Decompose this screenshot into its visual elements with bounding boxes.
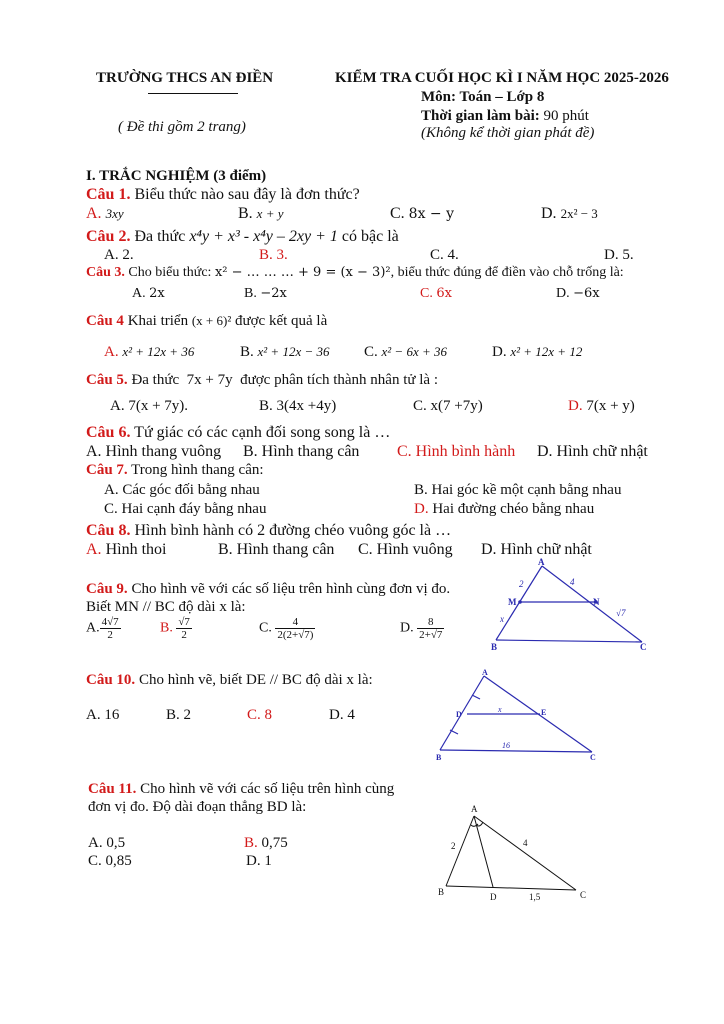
q10-label-a: A — [482, 668, 488, 677]
q10-label-b: B — [436, 753, 442, 762]
q7-option-c: C. Hai cạnh đáy bằng nhau — [104, 501, 267, 517]
q11-bisector-ad — [474, 816, 493, 887]
q9-len-nc: √7 — [616, 608, 626, 618]
q10-label-d: D — [456, 710, 462, 719]
q7-option-b: B. Hai góc kề một cạnh bằng nhau — [414, 482, 622, 498]
q5-stem: Câu 5. Đa thức 7x + 7y được phân tích thành nhân tử là : — [86, 372, 439, 388]
q11-stem: Câu 11. Cho hình vẽ với các số liệu trên hình cùng — [88, 781, 395, 797]
q6-stem: Câu 6. Tứ giác có các cạnh đối song song là … — [86, 424, 391, 441]
q7-option-d: D. Hai đường chéo bằng nhau — [414, 501, 595, 517]
q1-option-c: C. 8x − y — [390, 205, 455, 222]
q4-option-b: B. x² + 12x − 36 — [240, 344, 330, 360]
q9-side-ac — [542, 566, 642, 642]
q9-label-c: C — [640, 642, 647, 652]
q11-option-b: B. 0,75 — [244, 835, 288, 851]
q10-side-ab — [440, 676, 484, 750]
q6-option-c: C. Hình bình hành — [397, 443, 516, 460]
q2-option-d: D. 5. — [604, 247, 634, 263]
q4-option-c: C. x² − 6x + 36 — [364, 344, 447, 360]
q11-label-d: D — [490, 892, 497, 902]
q3-option-b: B. −2x — [244, 286, 287, 301]
q10-figure — [432, 666, 602, 764]
q8-option-d: D. Hình chữ nhật — [481, 541, 592, 558]
q9-len-mb: x — [500, 614, 504, 624]
q3-option-d: D. −6x — [556, 286, 600, 301]
q9-option-d: D. $\frac{8}{2+√7}$ — [400, 616, 443, 641]
q7-option-a: A. Các góc đối bằng nhau — [104, 482, 260, 498]
q5-option-a: A. 7(x + 7y). — [110, 398, 189, 414]
q10-stem: Câu 10. Cho hình vẽ, biết DE // BC độ dài x là: — [86, 672, 373, 688]
q10-label-c: C — [590, 753, 596, 762]
q8-option-a: A. Hình thoi — [86, 541, 167, 558]
q10-option-b: B. 2 — [166, 707, 192, 723]
q9-len-an: 4 — [570, 577, 575, 587]
q11-label-c: C — [580, 890, 587, 900]
school-name: TRƯỜNG THCS AN ĐIỀN — [96, 70, 274, 86]
q5-option-b: B. 3(4x +4y) — [259, 398, 337, 414]
q11-option-a: A. 0,5 — [88, 835, 126, 851]
q8-option-c: C. Hình vuông — [358, 541, 453, 558]
q2-option-c: C. 4. — [430, 247, 459, 263]
q9-len-am: 2 — [519, 579, 524, 589]
q10-len-de: x — [498, 705, 502, 714]
q4-option-a: A. x² + 12x + 36 — [104, 344, 195, 360]
q9-option-c: C. $\frac{4}{2(2+√7)}$ — [259, 616, 314, 641]
q11-len-ac: 4 — [523, 838, 528, 848]
exam-time: Thời gian làm bài: 90 phút — [421, 108, 589, 124]
q10-label-e: E — [541, 708, 547, 717]
q11-option-d: D. 1 — [246, 853, 272, 869]
q5-option-c: C. x(7 +7y) — [413, 398, 483, 414]
q9-label-n: N — [593, 597, 600, 607]
q2-stem: Câu 2. Đa thức x⁴y + x³ - x⁴y – 2xy + 1 có bậc là — [86, 228, 399, 245]
q6-option-b: B. Hình thang cân — [243, 443, 360, 460]
q3-option-a: A. 2x — [132, 286, 165, 301]
q6-option-a: A. Hình thang vuông — [86, 443, 222, 460]
section-title: I. TRẮC NGHIỆM (3 điểm) — [86, 168, 267, 184]
q1-stem: Câu 1. Biểu thức nào sau đây là đơn thức? — [86, 186, 360, 203]
q10-option-d: D. 4 — [329, 707, 355, 723]
q11-len-dc: 1,5 — [529, 892, 541, 902]
q9-label-b: B — [491, 642, 498, 652]
q9-stem-2: Biết MN // BC độ dài x là: — [86, 599, 246, 615]
q4-stem: Câu 4 Khai triển (x + 6)² được kết quả là — [86, 313, 328, 329]
time-note: (Không kể thời gian phát đề) — [421, 125, 595, 141]
q11-side-ab — [446, 816, 474, 886]
q8-stem: Câu 8. Hình bình hành có 2 đường chéo vuông góc là … — [86, 522, 452, 539]
q1-option-a: A. 3xy — [86, 205, 124, 222]
q3-option-c: C. 6x — [420, 286, 452, 301]
q1-option-b: B. x + y — [238, 205, 284, 222]
q4-option-d: D. x² + 12x + 12 — [492, 344, 583, 360]
q11-figure — [430, 800, 595, 908]
q11-label-a: A — [471, 804, 478, 814]
q3-stem: Câu 3. Cho biểu thức: x² − … … … + 9 = (x − 3)², biểu thức đúng để điền vào chỗ trống là: — [86, 265, 624, 280]
school-underline — [148, 93, 238, 94]
q9-stem: Câu 9. Cho hình vẽ với các số liệu trên hình cùng đơn vị đo. — [86, 581, 451, 597]
q1-option-d: D. 2x² − 3 — [541, 205, 598, 222]
subject: Môn: Toán – Lớp 8 — [421, 89, 545, 105]
q7-stem: Câu 7. Trong hình thang cân: — [86, 462, 264, 478]
q11-side-ac — [474, 816, 576, 890]
q10-len-bc: 16 — [502, 741, 510, 750]
q10-option-c: C. 8 — [247, 707, 273, 723]
q11-label-b: B — [438, 887, 445, 897]
q11-stem-2: đơn vị đo. Độ dài đoạn thẳng BD là: — [88, 799, 307, 815]
q11-option-c: C. 0,85 — [88, 853, 132, 869]
pages-note: ( Đề thi gồm 2 trang) — [118, 119, 246, 135]
q6-option-d: D. Hình chữ nhật — [537, 443, 648, 460]
exam-title: KIỂM TRA CUỐI HỌC KÌ I NĂM HỌC 2025-2026 — [335, 70, 669, 86]
q2-option-b: B. 3. — [259, 247, 288, 263]
q9-side-bc — [496, 640, 642, 642]
q10-option-a: A. 16 — [86, 707, 120, 723]
q9-label-a: A — [538, 558, 545, 567]
q2-option-a: A. 2. — [104, 247, 134, 263]
q5-option-d: D. 7(x + y) — [568, 398, 635, 414]
q9-label-m: M — [508, 597, 517, 607]
q10-side-bc — [440, 750, 592, 752]
q9-option-a: A. $\frac{4√7}{2}$ — [86, 616, 119, 641]
q11-side-bc — [446, 886, 576, 890]
q9-option-b: B. $\frac{√7}{2}$ — [160, 616, 190, 641]
q11-len-ab: 2 — [451, 841, 456, 851]
q9-figure — [486, 558, 650, 656]
q8-option-b: B. Hình thang cân — [218, 541, 335, 558]
